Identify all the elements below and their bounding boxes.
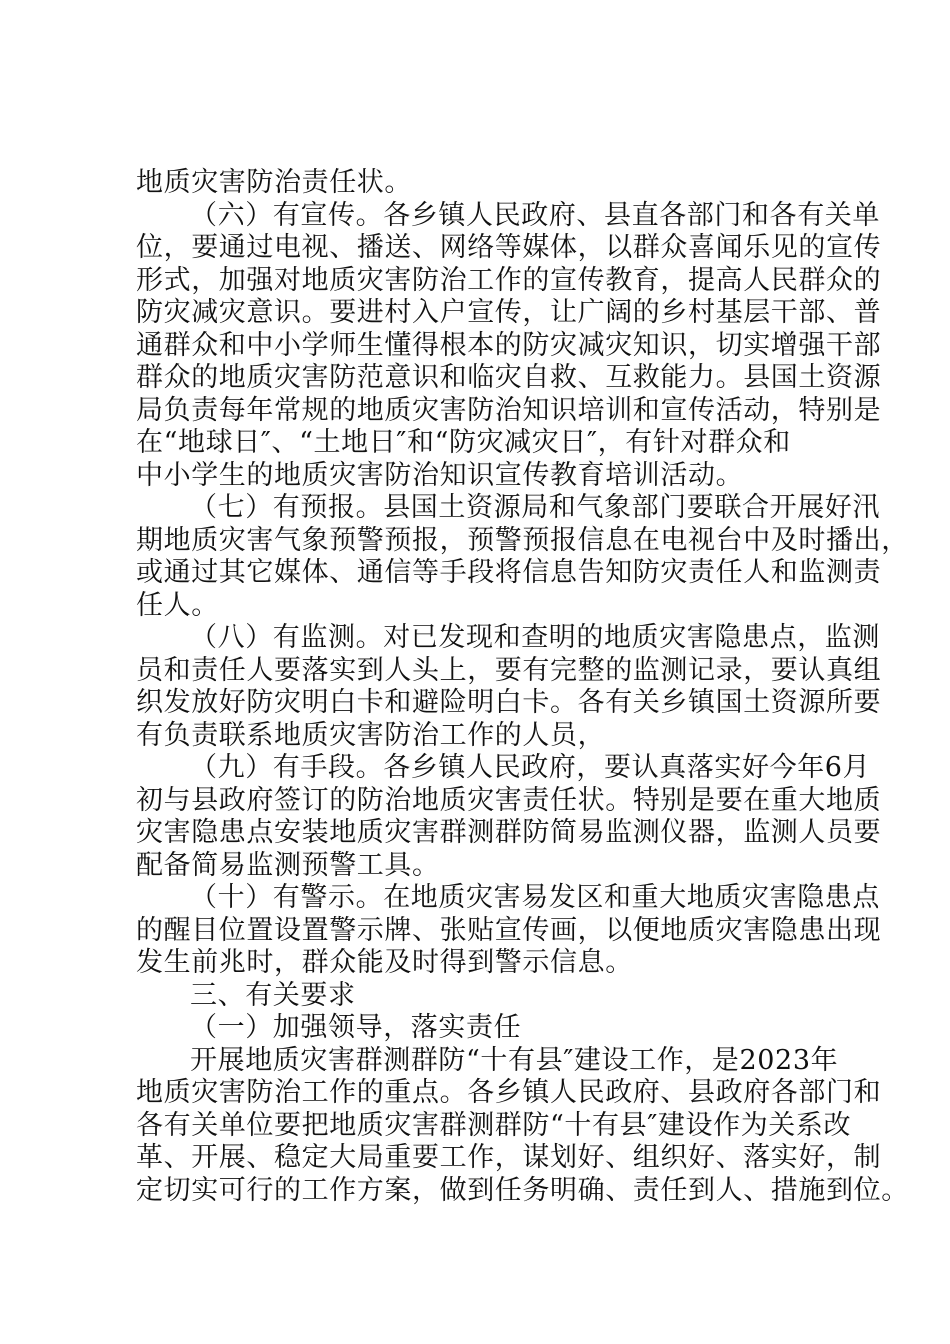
text-line: （九）有手段。各乡镇人民政府，要认真落实好今年6月 [190, 752, 871, 783]
text-line: 三、有关要求 [190, 979, 356, 1011]
text-line: 织发放好防灾明白卡和避险明白卡。各有关乡镇国土资源所要 [136, 687, 882, 718]
text-line: （一）加强领导，落实责任 [190, 1012, 522, 1043]
text-line: （八）有监测。对已发现和查明的地质灾害隐患点，监测 [190, 622, 880, 653]
text-line: 灾害隐患点安装地质灾害群测群防简易监测仪器，监测人员要 [136, 817, 882, 848]
text-line: 形式，加强对地质灾害防治工作的宣传教育，提高人民群众的 [136, 264, 882, 296]
text-line: （七）有预报。县国土资源局和气象部门要联合开展好汛 [190, 492, 880, 523]
text-line: 地质灾害防治责任状。 [136, 167, 412, 198]
text-line: （六）有宣传。各乡镇人民政府、县直各部门和各有关单 [190, 199, 880, 231]
text-line: 定切实可行的工作方案，做到任务明确、责任到人、措施到位。 [136, 1174, 909, 1206]
text-line: （十）有警示。在地质灾害易发区和重大地质灾害隐患点 [190, 882, 880, 913]
text-line: 配备简易监测预警工具。 [136, 849, 440, 881]
document-body [136, 167, 909, 1207]
text-line: 位，要通过电视、播送、网络等媒体，以群众喜闻乐见的宣传 [136, 232, 882, 263]
text-line: 通群众和中小学师生懂得根本的防灾减灾知识，切实增强干部 [136, 329, 882, 361]
text-line: 的醒目位置设置警示牌、张贴宣传画，以便地质灾害隐患出现 [136, 914, 882, 946]
text-line: 中小学生的地质灾害防治知识宣传教育培训活动。 [136, 459, 744, 491]
text-line: 或通过其它媒体、通信等手段将信息告知防灾责任人和监测责 [136, 557, 882, 588]
text-line: 期地质灾害气象预警预报，预警预报信息在电视台中及时播出， [136, 524, 909, 556]
text-line: 各有关单位要把地质灾害群测群防“十有县″建设作为关系改 [136, 1109, 852, 1141]
text-line: 革、开展、稳定大局重要工作，谋划好、组织好、落实好，制 [136, 1142, 882, 1173]
text-line: 员和责任人要落实到人头上，要有完整的监测记录，要认真组 [136, 654, 882, 686]
text-line: 开展地质灾害群测群防“十有县″建设工作，是2023年 [190, 1044, 839, 1076]
text-line: 有负责联系地质灾害防治工作的人员， [136, 719, 606, 751]
text-line: 在“地球日″、“土地日″和“防灾减灾日″，有针对群众和 [136, 427, 791, 458]
text-line: 任人。 [136, 589, 219, 621]
text-line: 群众的地质灾害防范意识和临灾自救、互救能力。县国土资源 [136, 362, 882, 393]
text-line: 发生前兆时，群众能及时得到警示信息。 [136, 947, 633, 978]
text-line: 防灾减灾意识。要进村入户宣传，让广阔的乡村基层干部、普 [136, 297, 882, 328]
text-line: 局负责每年常规的地质灾害防治知识培训和宣传活动，特别是 [136, 394, 882, 426]
text-line: 初与县政府签订的防治地质灾害责任状。特别是要在重大地质 [136, 784, 882, 816]
text-line: 地质灾害防治工作的重点。各乡镇人民政府、县政府各部门和 [136, 1077, 882, 1108]
